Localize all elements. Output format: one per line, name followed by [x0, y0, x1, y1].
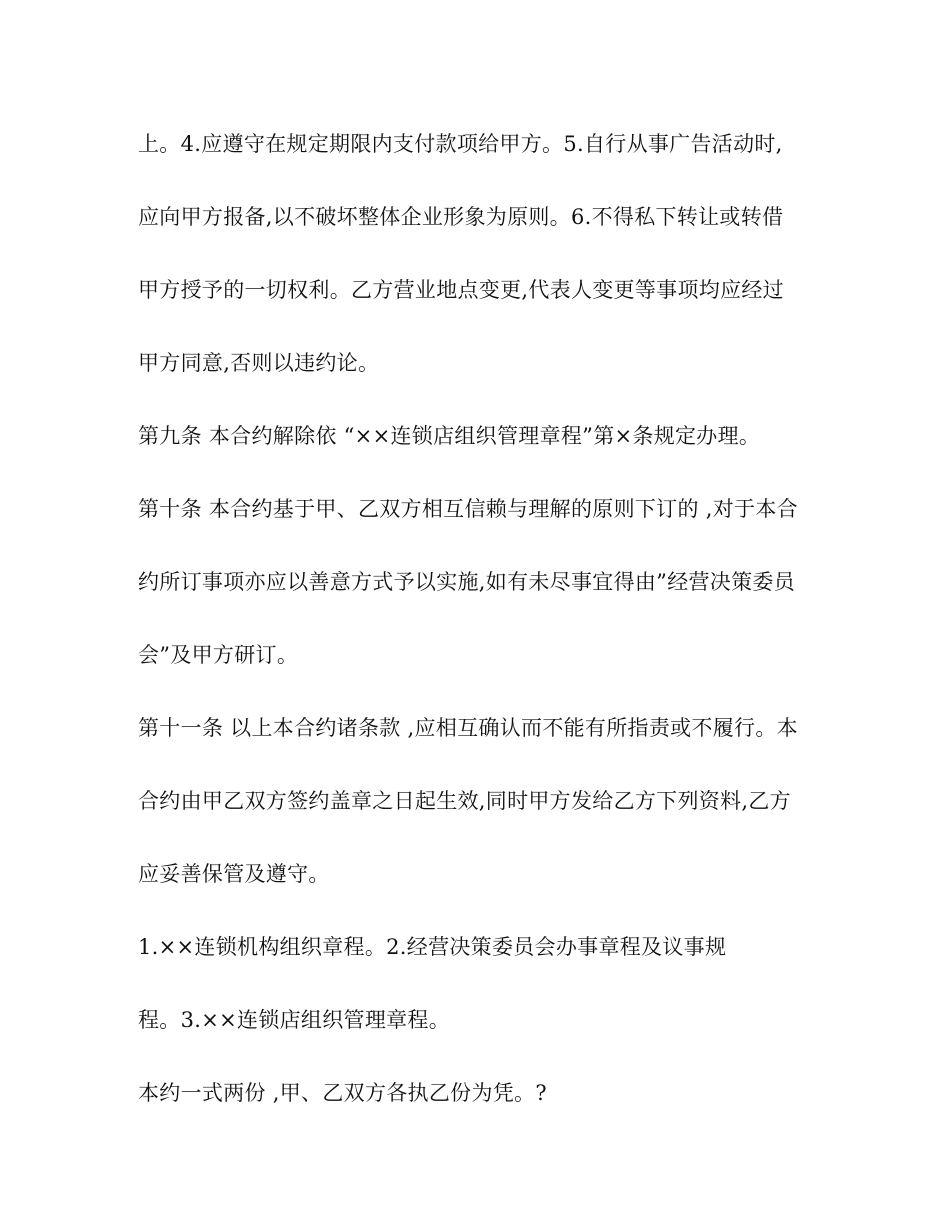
paragraph-line: 甲方授予的一切权利。乙方营业地点变更,代表人变更等事项均应经过 — [138, 278, 784, 302]
closing-line: 本约一式两份 ,甲、乙双方各执乙份为凭。? — [138, 1081, 547, 1105]
paragraph-line: 甲方同意,否则以违约论。 — [138, 351, 380, 375]
document-list-line: 1.××连锁机构组织章程。2.经营决策委员会办事章程及议事规 — [138, 935, 727, 959]
clause-11-line: 第十一条 以上本合约诸条款 ,应相互确认而不能有所指责或不履行。本 — [138, 716, 798, 740]
paragraph-line: 合约由甲乙双方签约盖章之日起生效,同时甲方发给乙方下列资料,乙方 — [138, 789, 791, 813]
paragraph-line: 应向甲方报备,以不破坏整体企业形象为原则。6.不得私下转让或转借 — [138, 205, 784, 229]
clause-9-line: 第九条 本合约解除依 “××连锁店组织管理章程”第×条规定办理。 — [138, 424, 761, 448]
clause-10-line: 第十条 本合约基于甲、乙双方相互信赖与理解的原则下订的 ,对于本合 — [138, 497, 798, 521]
paragraph-line: 应妥善保管及遵守。 — [138, 862, 330, 886]
paragraph-line: 会”及甲方研订。 — [138, 643, 299, 667]
paragraph-line: 约所订事项亦应以善意方式予以实施,如有未尽事宜得由”经营决策委员 — [138, 570, 796, 594]
document-list-line: 程。3.××连锁店组织管理章程。 — [138, 1008, 451, 1032]
paragraph-line: 上。4.应遵守在规定期限内支付款项给甲方。5.自行从事广告活动时, — [138, 132, 783, 156]
